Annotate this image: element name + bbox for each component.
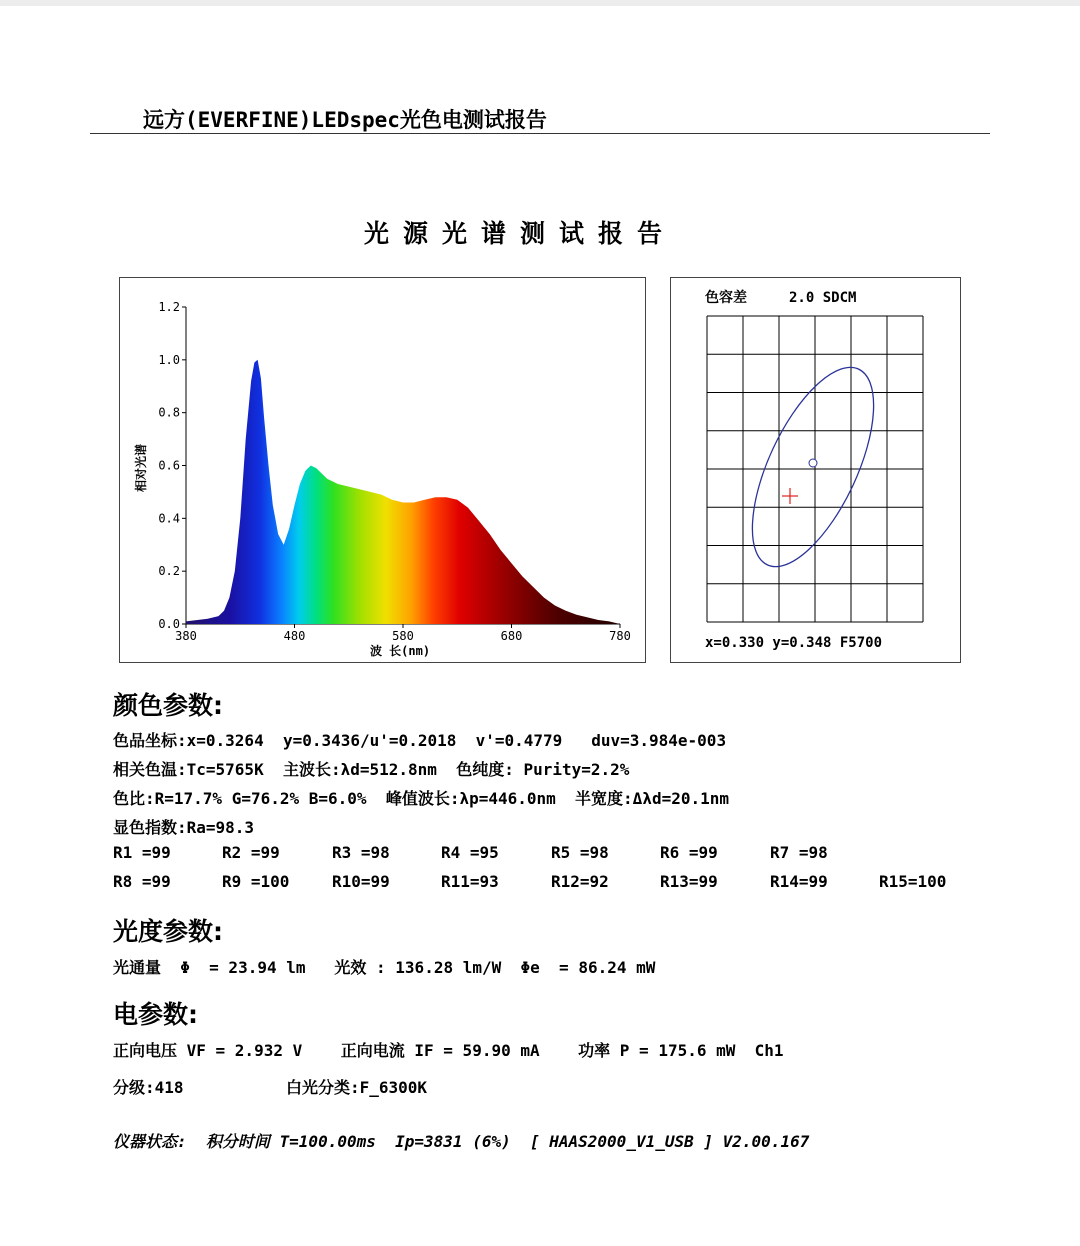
ri-value: R15=100 (879, 872, 947, 891)
sdcm-value: 2.0 SDCM (789, 290, 857, 306)
ri-value: R6 =99 (660, 843, 718, 862)
header-divider (90, 133, 990, 134)
x-tick-label: 380 (175, 629, 197, 643)
chroma-coordinates: x=0.330 y=0.348 F5700 (705, 635, 883, 651)
ri-value: R3 =98 (332, 843, 390, 862)
chromaticity-line: 色品坐标:x=0.3264 y=0.3436/u'=0.2018 v'=0.4779 duv=3.984e-003 (113, 731, 727, 750)
report-title: 光源光谱测试报告 (364, 219, 677, 248)
target-point (809, 459, 817, 467)
report-header-title: 远方(EVERFINE)LEDspec光色电测试报告 (143, 108, 547, 132)
top-bar (0, 0, 1080, 6)
y-axis-label: 相对光谱 (134, 443, 148, 493)
x-tick-label: 480 (283, 629, 306, 643)
white-light-class: 白光分类:F_6300K (286, 1078, 428, 1097)
chroma-grid (707, 316, 923, 622)
x-axis-label: 波 长(nm) (369, 644, 431, 658)
ri-value: R1 =99 (113, 843, 171, 862)
spectrum-area (186, 360, 620, 624)
chroma-tolerance-label: 色容差 (705, 290, 747, 306)
y-tick-label: 1.2 (158, 300, 180, 314)
y-tick-label: 0.0 (158, 617, 180, 631)
ri-value: R12=92 (551, 872, 609, 891)
ri-value: R11=93 (441, 872, 499, 891)
ri-value: R13=99 (660, 872, 718, 891)
y-tick-label: 0.8 (158, 405, 180, 420)
photometric-line: 光通量 Φ = 23.94 lm 光效 : 136.28 lm/W Φe = 86.24 mW (113, 958, 656, 977)
cct-line: 相关色温:Tc=5765K 主波长:λd=512.8nm 色纯度: Purity=2.2% (113, 760, 630, 779)
y-tick-label: 1.0 (158, 352, 180, 367)
x-tick-label: 680 (500, 629, 523, 643)
color-params-heading: 颜色参数: (113, 691, 223, 720)
grade: 分级:418 (113, 1078, 184, 1097)
ri-value: R14=99 (770, 872, 828, 891)
photometric-heading: 光度参数: (113, 917, 223, 946)
spectrum-chart (120, 278, 645, 662)
chromaticity-panel (670, 277, 961, 663)
ri-value: R9 =100 (222, 872, 290, 891)
x-tick-label: 780 (609, 629, 631, 643)
chromaticity-diagram (671, 278, 960, 662)
color-ratio-line: 色比:R=17.7% G=76.2% B=6.0% 峰值波长:λp=446.0nm 半宽度:Δλd=20.1nm (113, 789, 730, 808)
measured-point-cross (782, 488, 798, 504)
instrument-status: 仪器状态: 积分时间 T=100.00ms Ip=3831 (6%) [ HAAS2000_V1_USB ] V2.00.167 (113, 1132, 810, 1151)
electrical-heading: 电参数: (113, 1000, 198, 1029)
ri-value: R2 =99 (222, 843, 280, 862)
ri-value: R10=99 (332, 872, 390, 891)
ri-value: R8 =99 (113, 872, 171, 891)
y-tick-label: 0.6 (158, 458, 180, 473)
y-tick-label: 0.4 (158, 511, 180, 526)
spectrum-chart-panel (119, 277, 646, 663)
y-tick-label: 0.2 (158, 564, 180, 579)
electrical-line: 正向电压 VF = 2.932 V 正向电流 IF = 59.90 mA 功率 P = 175.6 mW Ch1 (113, 1041, 784, 1060)
ri-value: R7 =98 (770, 843, 828, 862)
cri-line: 显色指数:Ra=98.3 (113, 818, 255, 837)
ri-value: R5 =98 (551, 843, 609, 862)
ri-value: R4 =95 (441, 843, 499, 862)
x-tick-label: 580 (392, 629, 414, 643)
